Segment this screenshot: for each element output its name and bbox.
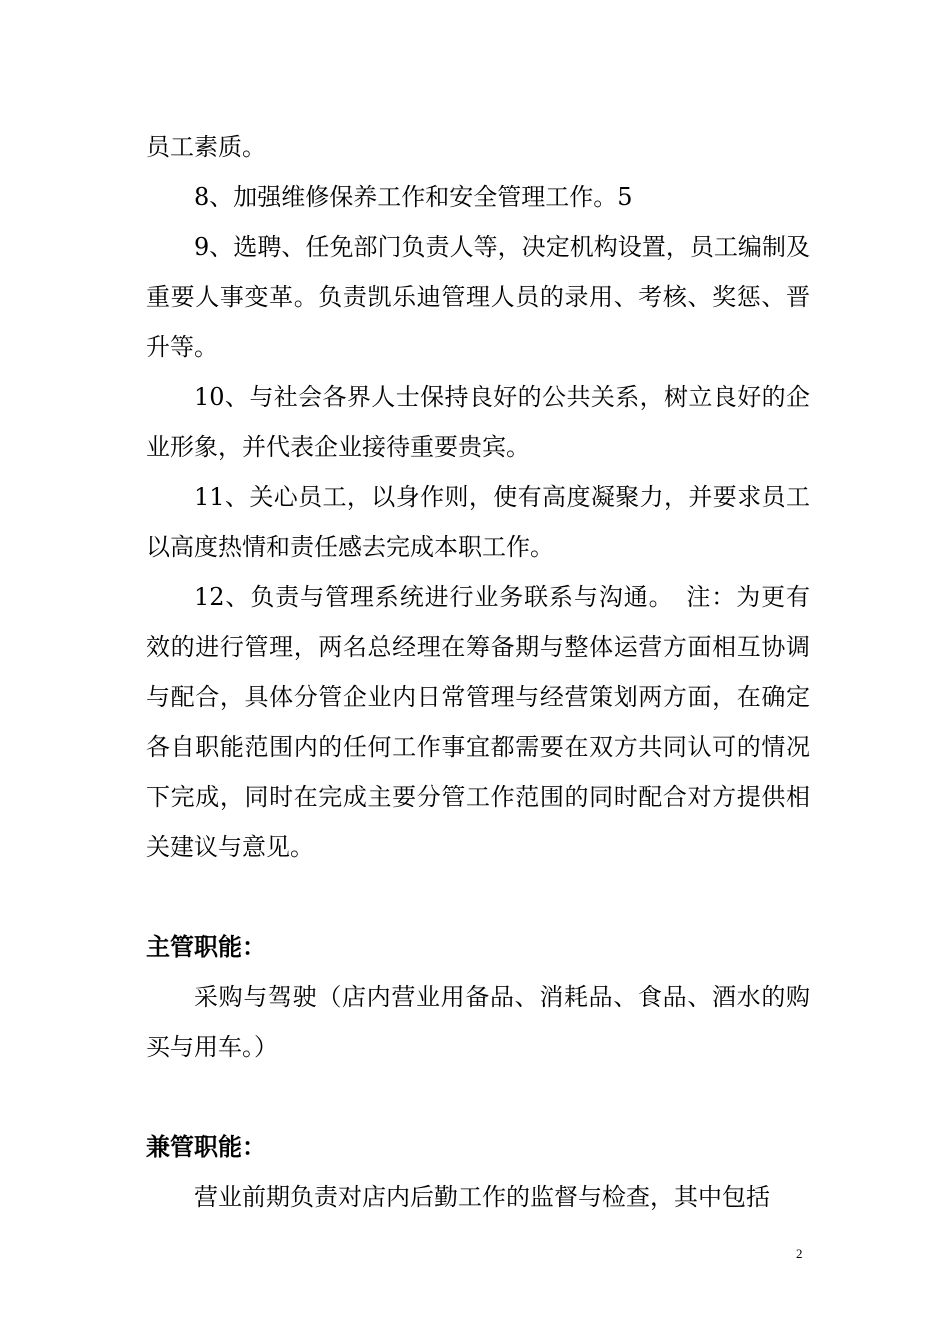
document-body [146, 122, 810, 1222]
paragraph-item-10: 10、与社会各界人士保持良好的公共关系，树立良好的企业形象，并代表企业接待重要贵宾。 [146, 383, 810, 461]
section-spacer [146, 1072, 810, 1122]
main-duties-heading: 主管职能： [146, 933, 266, 961]
main-duties-text: 采购与驾驶（店内营业用备品、消耗品、食品、酒水的购买与用车。） [146, 983, 810, 1061]
paragraph-item-8: 8、加强维修保养工作和安全管理工作。5 [194, 183, 633, 211]
paragraph-item-11: 11、关心员工，以身作则，使有高度凝聚力，并要求员工以高度热情和责任感去完成本职工作。 [146, 483, 810, 561]
paragraph-staff-quality: 员工素质。 [146, 133, 266, 161]
section-spacer [146, 872, 810, 922]
concurrent-duties-heading: 兼管职能： [146, 1133, 266, 1161]
paragraph-item-9: 9、选聘、任免部门负责人等，决定机构设置，员工编制及重要人事变革。负责凯乐迪管理人员的录用、考核、奖惩、晋升等。 [146, 233, 810, 361]
concurrent-duties-text: 营业前期负责对店内后勤工作的监督与检查，其中包括 [194, 1183, 770, 1211]
page-number: 2 [796, 1246, 803, 1261]
paragraph-item-12: 12、负责与管理系统进行业务联系与沟通。 注：为更有效的进行管理，两名总经理在筹备期与整体运营方面相互协调与配合，具体分管企业内日常管理与经营策划两方面，在确定各自职能范围内的任何工作事宜都需要在双方共同认可的情况下完成，同时在完成主要分管工作范围的同时配合对方提供相关建议与意见。 [146, 583, 810, 861]
